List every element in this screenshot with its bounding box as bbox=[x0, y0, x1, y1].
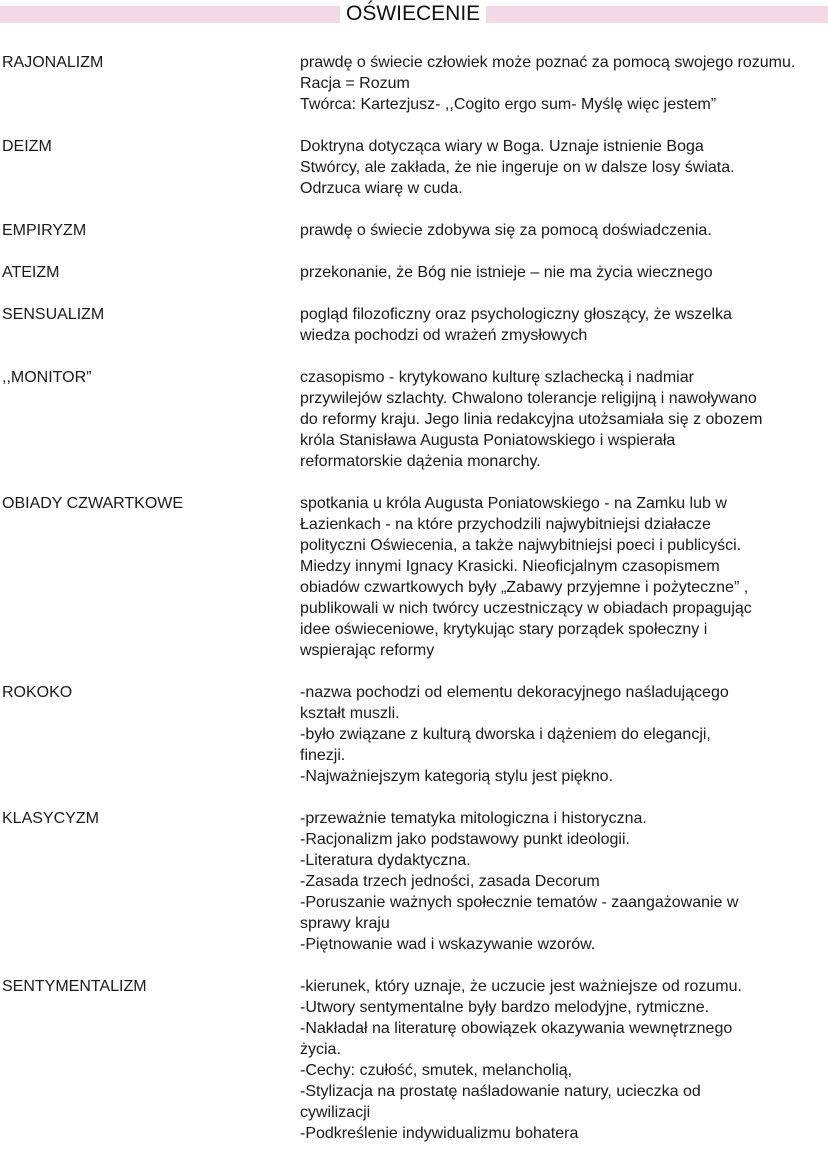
definition: -kierunek, który uznaje, że uczucie jest ważniejsze od rozumu. -Utwory sentymentalne były bardzo melodyjne, rytmiczne. -Nakładał na literaturę obowiązek okazywania wewnętrznego życia. -Cechy: czułość, smutek, melancholią, -Stylizacja na prostatę naśladowanie natury, ucieczka od cywilizacji -Podkreślenie indywidualizmu bohatera bbox=[300, 978, 742, 1142]
glossary-entry bbox=[2, 262, 828, 283]
definition: prawdę o świecie człowiek może poznać za pomocą swojego rozumu. Racja = Rozum Twórca: Kartezjusz- ,,Cogito ergo sum- Myślę więc jestem” bbox=[300, 54, 796, 113]
glossary-entry bbox=[2, 682, 828, 787]
glossary-entry bbox=[2, 976, 828, 1144]
definition: pogląd filozoficzny oraz psychologiczny głoszący, że wszelka wiedza pochodzi od wrażeń zmysłowych bbox=[300, 306, 732, 344]
term: KLASYCYZM bbox=[2, 810, 99, 827]
glossary-entry bbox=[2, 220, 828, 241]
definition: czasopismo - krytykowano kulturę szlachecką i nadmiar przywilejów szlachty. Chwalono tolerancje religijną i nawoływano do reformy kraju. Jego linia redakcyjna utożsamiała się z obozem króla Stanisława Augusta Poniatowskiego i wspierała reformatorskie dążenia monarchy. bbox=[300, 369, 763, 470]
definition: -przeważnie tematyka mitologiczna i historyczna. -Racjonalizm jako podstawowy punkt ideologii. -Literatura dydaktyczna. -Zasada trzech jedności, zasada Decorum -Poruszanie ważnych społecznie tematów - zaangażowanie w sprawy kraju -Piętnowanie wad i wskazywanie wzorów. bbox=[300, 810, 739, 953]
term: DEIZM bbox=[2, 138, 52, 155]
glossary-entry bbox=[2, 304, 828, 346]
page-title: OŚWIECENIE bbox=[340, 0, 486, 28]
definition: Doktryna dotycząca wiary w Boga. Uznaje istnienie Boga Stwórcy, ale zakłada, że nie ingeruje on w dalsze losy świata. Odrzuca wiarę w cuda. bbox=[300, 138, 735, 197]
glossary-entry bbox=[2, 52, 828, 115]
term: RAJONALIZM bbox=[2, 54, 104, 71]
glossary-entry bbox=[2, 367, 828, 472]
term: ROKOKO bbox=[2, 684, 73, 701]
term: EMPIRYZM bbox=[2, 222, 87, 239]
term: SENTYMENTALIZM bbox=[2, 978, 147, 995]
term: ,,MONITOR” bbox=[2, 369, 92, 386]
term: ATEIZM bbox=[2, 264, 60, 281]
definition: przekonanie, że Bóg nie istnieje – nie ma życia wiecznego bbox=[300, 264, 713, 281]
glossary-entry bbox=[2, 493, 828, 661]
definition: -nazwa pochodzi od elementu dekoracyjnego naśladującego kształt muszli. -było związane z kulturą dworska i dążeniem do elegancji, finezji. -Najważniejszym kategorią stylu jest piękno. bbox=[300, 684, 729, 785]
glossary-entry bbox=[2, 136, 828, 199]
term: SENSUALIZM bbox=[2, 306, 105, 323]
glossary-list bbox=[2, 52, 828, 1165]
definition: spotkania u króla Augusta Poniatowskiego - na Zamku lub w Łazienkach - na które przychodzili najwybitniejsi działacze polityczni Oświecenia, a także najwybitniejsi poeci i publicyści. Miedzy innymi Ignacy Krasicki. Nieoficjalnym czasopismem obiadów czwartkowych były „Zabawy przyjemne i pożyteczne” , publikowali w nich twórcy uczestniczący w obiadach propagując idee oświeceniowe, krytykując stary porządek społeczny i wspierając reformy bbox=[300, 495, 752, 659]
glossary-entry bbox=[2, 808, 828, 955]
definition: prawdę o świecie zdobywa się za pomocą doświadczenia. bbox=[300, 222, 712, 239]
term: OBIADY CZWARTKOWE bbox=[2, 495, 184, 512]
